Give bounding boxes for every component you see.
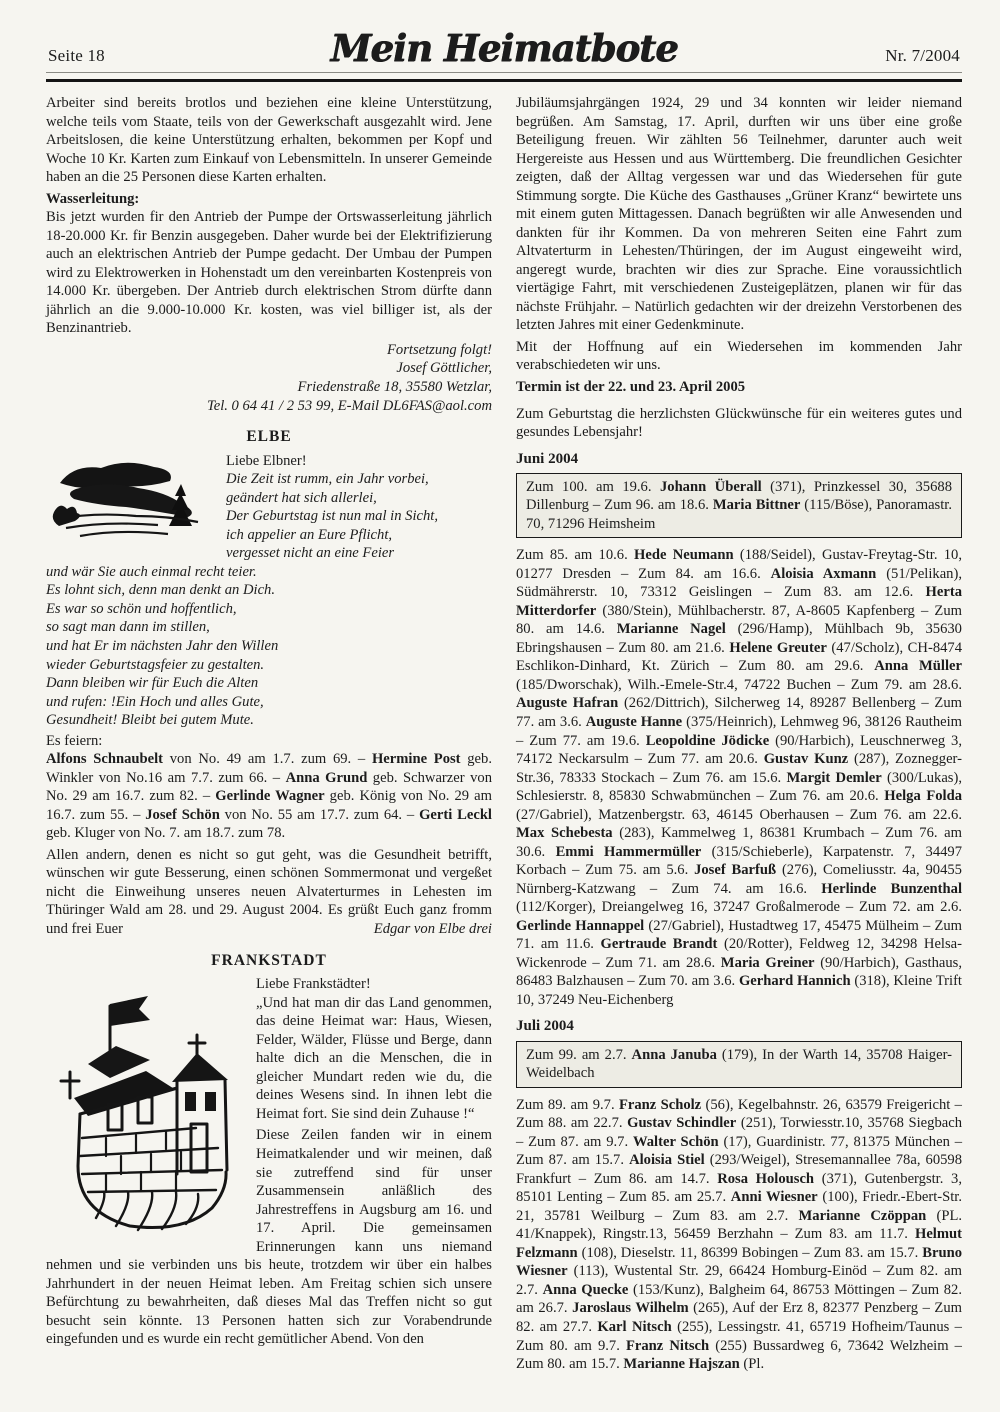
juli-birthday-list: Zum 89. am 9.7. Franz Scholz (56), Kegelbahnstr. 26, 63579 Freigericht – Zum 88. am 22.7. Gustav Schindler (251), Torwiesstr.10, 35768 Siegbach – Zum 87. am 9.7. Walter Schön (17), Guardinistr. 77, 81375 München – Zum 87. am 15.7. Aloisia Stiel (293/Weigel), Stresemannallee 78a, 60598 Frankfurt – Zum 86. am 14.7. Rosa Holousch (371), Gutenbergstr. 3, 85101 Lenting – Zum 85. am 25.7. Anni Wiesner (100), Friedr.-Ebert-Str. 21, 35781 Weilburg – Zum 83. am 2.7. Marianne Czöppan (PL. 41/Knappek), Ringstr.13, 56459 Berzhahn – Zum 83. am 11.7. Helmut Felzmann (108), Dieselstr. 11, 86399 Bobingen – Zum 83. am 15.7. Bruno Wiesner (113), Wustental Str. 29, 66424 Homburg-Einöd – Zum 82. am 2.7. Anna Quecke (153/Kunz), Balgheim 64, 86753 Möttingen – Zum 82. am 26.7. Jaroslaus Wilhelm (265), Auf der Erz 8, 82377 Penzberg – Zum 82. am 27.7. Karl Nitsch (255), Lessingstr. 41, 65719 Hofheim/Taunus – Zum 80. am 9.7. Franz Nitsch (255) Bussardweg 6, 73642 Welzheim – Zum 80. am 15.7. Marianne Hajszan (Pl.	[516, 1096, 963, 1373]
frankstadt-body: Diese Zeilen fanden wir in einem Heimatkalender und wir meinen, daß sie zutreffend sind für unser Zusammensein anläßlich des Jahrestreffens in Augsburg am 16. und 17. April. Die gemeinsamen Erinnerungen kann uns niemand nehmen und sie verbinden uns bis heute, trotzdem wir über ein halbes Jahrhundert in der neuen Heimat leben. Am Freitag schien sich unsere Befürchtung zu bewahrheiten, daß dieses Mal das Treffen nicht so gut besucht sein könnte. 13 Personen hatten sich zur Vorabendrunde eingefunden und es wurde ein recht gemütlicher Abend. Von den	[46, 1127, 492, 1348]
elbe-signature: Edgar von Elbe drei	[373, 920, 492, 937]
juni-highlight-box: Zum 100. am 19.6. Johann Überall (371), Prinzkessel 30, 35688 Dillenburg – Zum 96. am 18.6. Maria Bittner (115/Böse), Panoramastr. 70, 71296 Heimsheim	[516, 473, 962, 539]
masthead-logo: Mein Heimatbote	[330, 26, 678, 70]
page-number: Seite 18	[48, 46, 105, 65]
juli-highlight-box: Zum 99. am 2.7. Anna Januba (179), In der Warth 14, 35708 Haiger-Weidelbach	[516, 1041, 962, 1088]
paragraph-glueckwunsch: Zum Geburtstag die herzlichsten Glückwünsche für ein weiteres gutes und gesundes Lebensjahr!	[516, 405, 962, 441]
juni-heading: Juni 2004	[516, 450, 579, 467]
paragraph-arbeiter: Arbeiter sind bereits brotlos und beziehen eine kleine Unterstützung, welche teils vom Staate, teils von der Gewerkschaft ausgezahlt wird. Jene Arbeitslosen, die keine Unterstützung erhalten, bekommen per Kopf und Woche 10 Kr. Karten zum Einkauf von Lebensmitteln. In unserer Gemeinde haben an die 25 Personen diese Karten erhalten.	[46, 95, 492, 186]
juli-heading: Juli 2004	[516, 1018, 574, 1035]
paragraph-wasserleitung: Bis jetzt wurden fir den Antrieb der Pumpe der Ortswasserleitung jährlich 18-20.000 Kr. fir Benzin ausgegeben. Daher wurde bei der Elektrifizierung auch an elektrischen Antrieb der Pumpe gedacht. Der Umbau der Pumpen wird zu Elektrowerken in Hohenstadt um den vereinbarten Kostenpreis von 14.000 Kr. übergeben. Der Antrieb durch elektrischen Strom dürfte dann jährlich an die 9.000-10.000 Kr. kosten, was viel billiger ist, als der Benzinantrieb.	[46, 209, 492, 337]
elbe-heading: ELBE	[246, 428, 292, 446]
two-column-body	[46, 94, 962, 1377]
es-feiern-label: Es feiern:	[46, 732, 103, 749]
elbe-poem-full: und wär Sie auch einmal recht teier. Es lohnt sich, denn man denkt an Dich. Es war so schön und hoffentlich, so sagt man dann im stillen, und hat Er im nächsten Jahr den Willen wieder Geburtstagsfeier zu gestalten. Dann bleiben wir für Euch die Alten und rufen: !Ein Hoch und alles Gute, Gesundheit! Bleibt bei gutem Mute.	[46, 563, 279, 729]
elbe-salutation: Liebe Elbner!	[226, 452, 307, 469]
right-column	[516, 94, 962, 1377]
header-thin-rule	[46, 72, 962, 73]
signoff-block: Fortsetzung folgt! Josef Göttlicher, Friedenstraße 18, 35580 Wetzlar, Tel. 0 64 41 / 2 53 99, E-Mail DL6FAS@aol.com	[206, 341, 492, 414]
termin-line: Termin ist der 22. und 23. April 2005	[516, 378, 746, 395]
header-thick-rule	[46, 79, 962, 82]
celebrants-paragraph: Alfons Schnaubelt von No. 49 am 1.7. zum 69. – Hermine Post geb. Winkler von No.16 am 7.7. zum 66. – Anna Grund geb. Schwarzer von No. 29 am 16.7. zum 82. – Gerlinde Wagner geb. König von No. 29 am 16.7. zum 55. – Josef Schön von No. 55 am 17.7. zum 64. – Gerti Leckl geb. Kluger von No. 7. am 18.7. zum 78.	[46, 751, 492, 842]
paragraph-jubilaeum: Jubiläumsjahrgängen 1924, 29 und 34 konnten wir leider niemand begrüßen. Am Samstag, 17. April, durften wir uns über eine große Beteiligung freuen. Wir zählten 56 Teilnehmer, darunter auch weit Hergereiste aus Hessen und aus Württemberg. Die freundlichen Gesichter zeigten, daß der Alltag vergessen war und das Wiedersehen für gute Stimmung sorgte. Die Küche des Gasthauses „Grüner Kranz“ bewirtete uns mit einem guten Mittagessen. Danach begrüßten wir alle Anwesenden und dankten für ihr Kommen. Da von mehreren Seiten eine Fahrt zum Altvaterturm in Lehesten/Thüringen, der im August eingeweiht wird, angeregt wurde, brachten wir dies zur Sprache. Eine voraussichtlich viertägige Fahrt, mit verschiedenen Zusteigeplätzen, planen wir für das nächste Frühjahr. – Natürlich gedachten wir der dreizehn Verstorbenen des letzten Jahres mit einer Gedenkminute.	[516, 95, 962, 334]
elbe-closing-text: Allen andern, denen es nicht so gut geht, was die Gesundheit betrifft, wünschen wir gute Besserung, einen schönen Sommermonat und vergeßet nicht die Einweihung unseres neuen Alvaterturmes in Lehesten im Thüringer Wald am 28. und 29. August 2004. Es grüßt Euch ganz fromm und frei Euer	[46, 846, 492, 937]
frankstadt-quote: „Und hat man dir das Land genommen, das deine Heimat war: Haus, Wiesen, Felder, Wälder, Flüsse und Berge, dann halte dich an die Menschen, die in gleicher Mundart reden wie du, die deines Wesens sind. In ihnen lebt die Heimat fort. Sie sind dein Zuhause !“	[256, 994, 492, 1122]
issue-number: Nr. 7/2004	[885, 46, 960, 65]
juni-birthday-list: Zum 85. am 10.6. Hede Neumann (188/Seidel), Gustav-Freytag-Str. 10, 01277 Dresden – Zum 84. am 16.6. Aloisia Axmann (51/Pelikan), Südmährerstr. 10, 73312 Geislingen – Zum 83. am 12.6. Herta Mitterdorfer (380/Stein), Mühlbacherstr. 87, A-8605 Kapfenberg – Zum 80. am 14.6. Marianne Nagel (296/Hamp), Mühlbach 9b, 35630 Ebringshausen – Zum 80. am 21.6. Helene Greuter (47/Scholz), CH-8474 Eschlikon-Dinhard, Kt. Zürich – Zum 80. am 29.6. Anna Müller (185/Dworschak), Wilh.-Emele-Str.4, 74722 Buchen – Zum 79. am 28.6. Auguste Hafran (262/Dittrich), Silcherweg 14, 89287 Bellenberg – Zum 77. am 3.6. Auguste Hanne (375/Heinrich), Lehmweg 96, 38126 Rautheim – Zum 77. am 19.6. Leopoldine Jödicke (90/Harbich), Leuschnerweg 3, 74172 Neckarsulm – Zum 77. am 20.6. Gustav Kunz (287), Zoznegger-Str.36, 78333 Stockach – Zum 76. am 15.6. Margit Demler (300/Lukas), Schlesierstr. 8, 85830 Schwabmünchen – Zum 76. am 20.6. Helga Folda (27/Gabriel), Matzenbergstr. 63, 46145 Oberhausen – Zum 76. am 22.6. Max Schebesta (283), Kammelweg 1, 86381 Krumbach – Zum 76. am 30.6. Emmi Hammermüller (315/Schieberle), Karpatenstr. 7, 34497 Korbach – Zum 75. am 5.6. Josef Barfuß (276), Comeliusstr. 4a, 90455 Nürnberg-Katzwang – Zum 74. am 16.6. Herlinde Bunzenthal (112/Korger), Dreiangelweg 16, 37247 Großalmerode – Zum 72. am 2.6. Gerlinde Hannappel (27/Gabriel), Hustadtweg 17, 45475 Mülheim – Zum 71. am 11.6. Gertraude Brandt (20/Rotter), Feldweg 12, 34298 Helsa-Wickenrode – Zum 71. am 28.6. Maria Greiner (90/Harbich), Gasthaus, 86483 Balzhausen – Zum 70. am 3.6. Gerhard Hannich (318), Kleine Trift 10, 37249 Neu-Eichenberg	[516, 547, 963, 1008]
elbe-block	[46, 452, 492, 563]
elbe-landscape-image	[46, 455, 214, 551]
wasserleitung-heading: Wasserleitung:	[46, 190, 140, 207]
elbe-poem-indented: Die Zeit ist rumm, ein Jahr vorbei, geändert hat sich allerlei, Der Geburtstag ist nun mal in Sicht, ich appelier an Eure Pflicht, vergesset nicht an eine Feier	[226, 471, 439, 562]
left-column	[46, 94, 492, 1377]
frankstadt-castle-image	[46, 978, 244, 1236]
elbe-closing-paragraph	[46, 846, 492, 939]
paragraph-hoffnung: Mit der Hoffnung auf ein Wiedersehen im kommenden Jahr verabschiedeten wir uns.	[516, 338, 962, 374]
frankstadt-heading: FRANKSTADT	[211, 951, 327, 969]
frankstadt-salutation: Liebe Frankstädter!	[256, 976, 371, 993]
frankstadt-block	[46, 975, 492, 1349]
page-header	[46, 20, 962, 68]
